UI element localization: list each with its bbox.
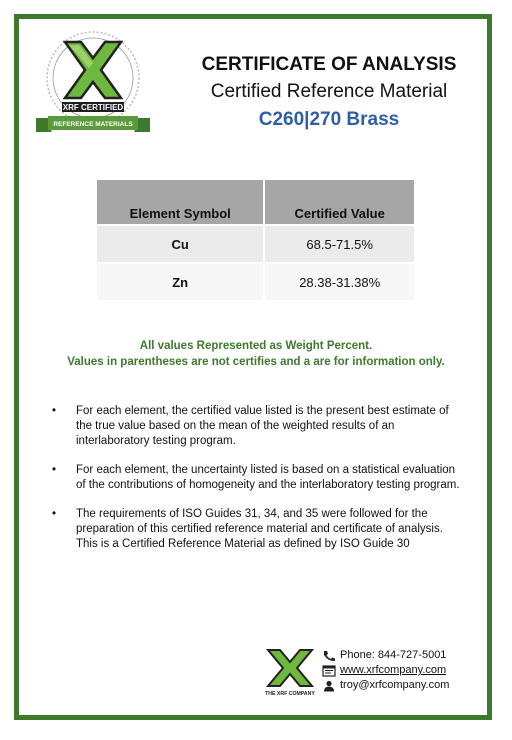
note-weight-percent: All values Represented as Weight Percent. xyxy=(139,340,373,352)
seal-text: XRF CERTIFIED xyxy=(62,103,124,112)
list-item xyxy=(52,463,462,493)
web-icon xyxy=(322,665,336,677)
document-title: CERTIFICATE OF ANALYSIS xyxy=(201,54,457,75)
bullet-icon: • xyxy=(52,508,57,520)
material-name: C260|270 Brass xyxy=(258,109,400,130)
list-item-text: The requirements of ISO Guides 31, 34, and 35 were followed for the preparation of this certified reference material and certificate of analysis. This is a Certified Reference Material as defined by ISO Guide 30 xyxy=(76,508,443,550)
list-item-text: For each element, the uncertainty listed is based on a statistical evaluation of the contributions of homogeneity and the interlaboratory testing program. xyxy=(76,464,460,491)
element-symbol-cell: Zn xyxy=(97,263,264,300)
column-header-certified-value: Certified Value xyxy=(264,180,414,225)
xrf-company-footer-logo xyxy=(262,648,318,698)
bullet-icon: • xyxy=(52,405,57,417)
certified-value-cell: 28.38-31.38% xyxy=(264,263,414,300)
certified-values-table xyxy=(97,180,414,300)
website-link[interactable]: www.xrfcompany.com xyxy=(340,664,447,676)
bullet-icon: • xyxy=(52,464,57,476)
bullet-list xyxy=(52,404,462,566)
notes-block xyxy=(40,338,472,370)
table-row xyxy=(97,263,414,300)
person-icon xyxy=(322,680,336,692)
contact-info xyxy=(322,648,449,693)
list-item xyxy=(52,404,462,449)
xrf-certified-seal-logo xyxy=(32,26,154,144)
table-header-row xyxy=(97,180,414,225)
element-symbol-cell: Cu xyxy=(97,225,264,263)
document-header xyxy=(170,52,488,134)
table-row xyxy=(97,225,414,263)
list-item-text: For each element, the certified value listed is the present best estimate of the true value based on the mean of the weighted results of an interlaboratory testing program. xyxy=(76,405,449,447)
list-item xyxy=(52,507,462,552)
website-row xyxy=(322,663,449,678)
phone-row xyxy=(322,648,449,663)
phone-icon xyxy=(322,650,336,662)
certified-value-cell: 68.5-71.5% xyxy=(264,225,414,263)
email-row xyxy=(322,678,449,693)
document-subtitle: Certified Reference Material xyxy=(210,81,448,102)
footer-logo-text: THE XRF COMPANY xyxy=(265,691,315,697)
phone-number: Phone: 844-727-5001 xyxy=(340,649,447,661)
note-parentheses: Values in parentheses are not certifies and a are for information only. xyxy=(67,356,445,368)
column-header-element-symbol: Element Symbol xyxy=(97,180,264,225)
ribbon-text: REFERENCE MATERIALS xyxy=(53,121,133,128)
email-address[interactable]: troy@xrfcompany.com xyxy=(340,679,450,691)
